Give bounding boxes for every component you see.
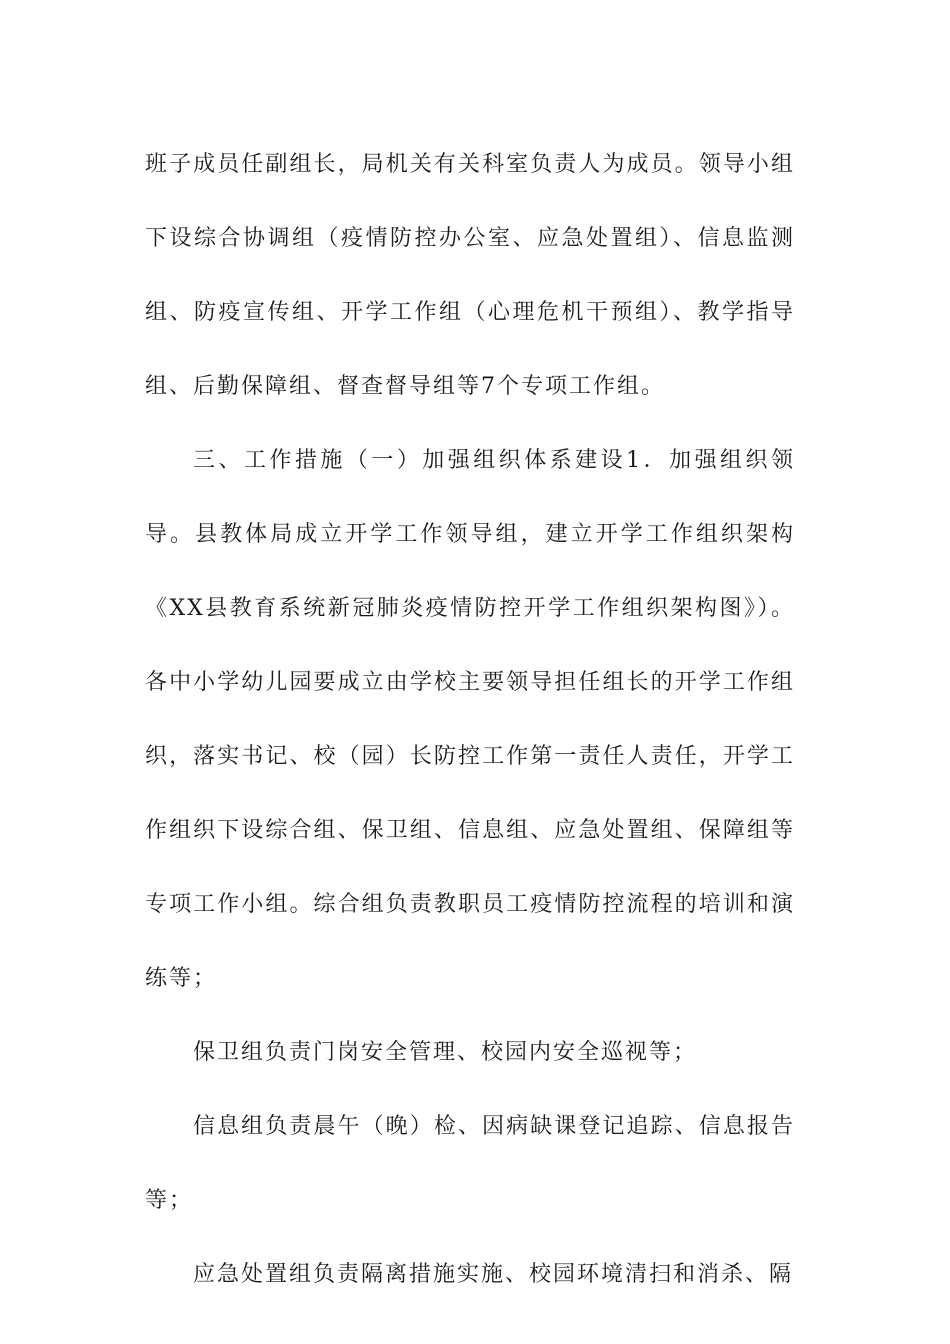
paragraph-work-measures: 三、工作措施（一）加强组织体系建设1．加强组织领导。县教体局成立开学工作领导组，建立开学工作组织架构《XX县教育系统新冠肺炎疫情防控开学工作组织架构图》）。各中小学幼儿园要成立由学校主要领导担任组长的开学工作组织，落实书记、校（园）长防控工作第一责任人责任，开学工作组织下设综合组、保卫组、信息组、应急处置组、保障组等专项工作小组。综合组负责教职员工疫情防控流程的培训和演练等；: [145, 448, 795, 991]
document-body: [145, 128, 795, 1312]
paragraph-emergency-group: 应急处置组负责隔离措施实施、校园环境清扫和消杀、隔: [193, 1262, 794, 1287]
paragraph-leadership-groups: 班子成员任副组长，局机关有关科室负责人为成员。领导小组下设综合协调组（疫情防控办公室、应急处置组）、信息监测组、防疫宣传组、开学工作组（心理危机干预组）、教学指导组、后勤保障组、督查督导组等7个专项工作组。: [145, 152, 795, 399]
paragraph-security-group: 保卫组负责门岗安全管理、校园内安全巡视等；: [193, 1040, 698, 1065]
paragraph-information-group: 信息组负责晨午（晚）检、因病缺课登记追踪、信息报告等；: [145, 1114, 795, 1213]
